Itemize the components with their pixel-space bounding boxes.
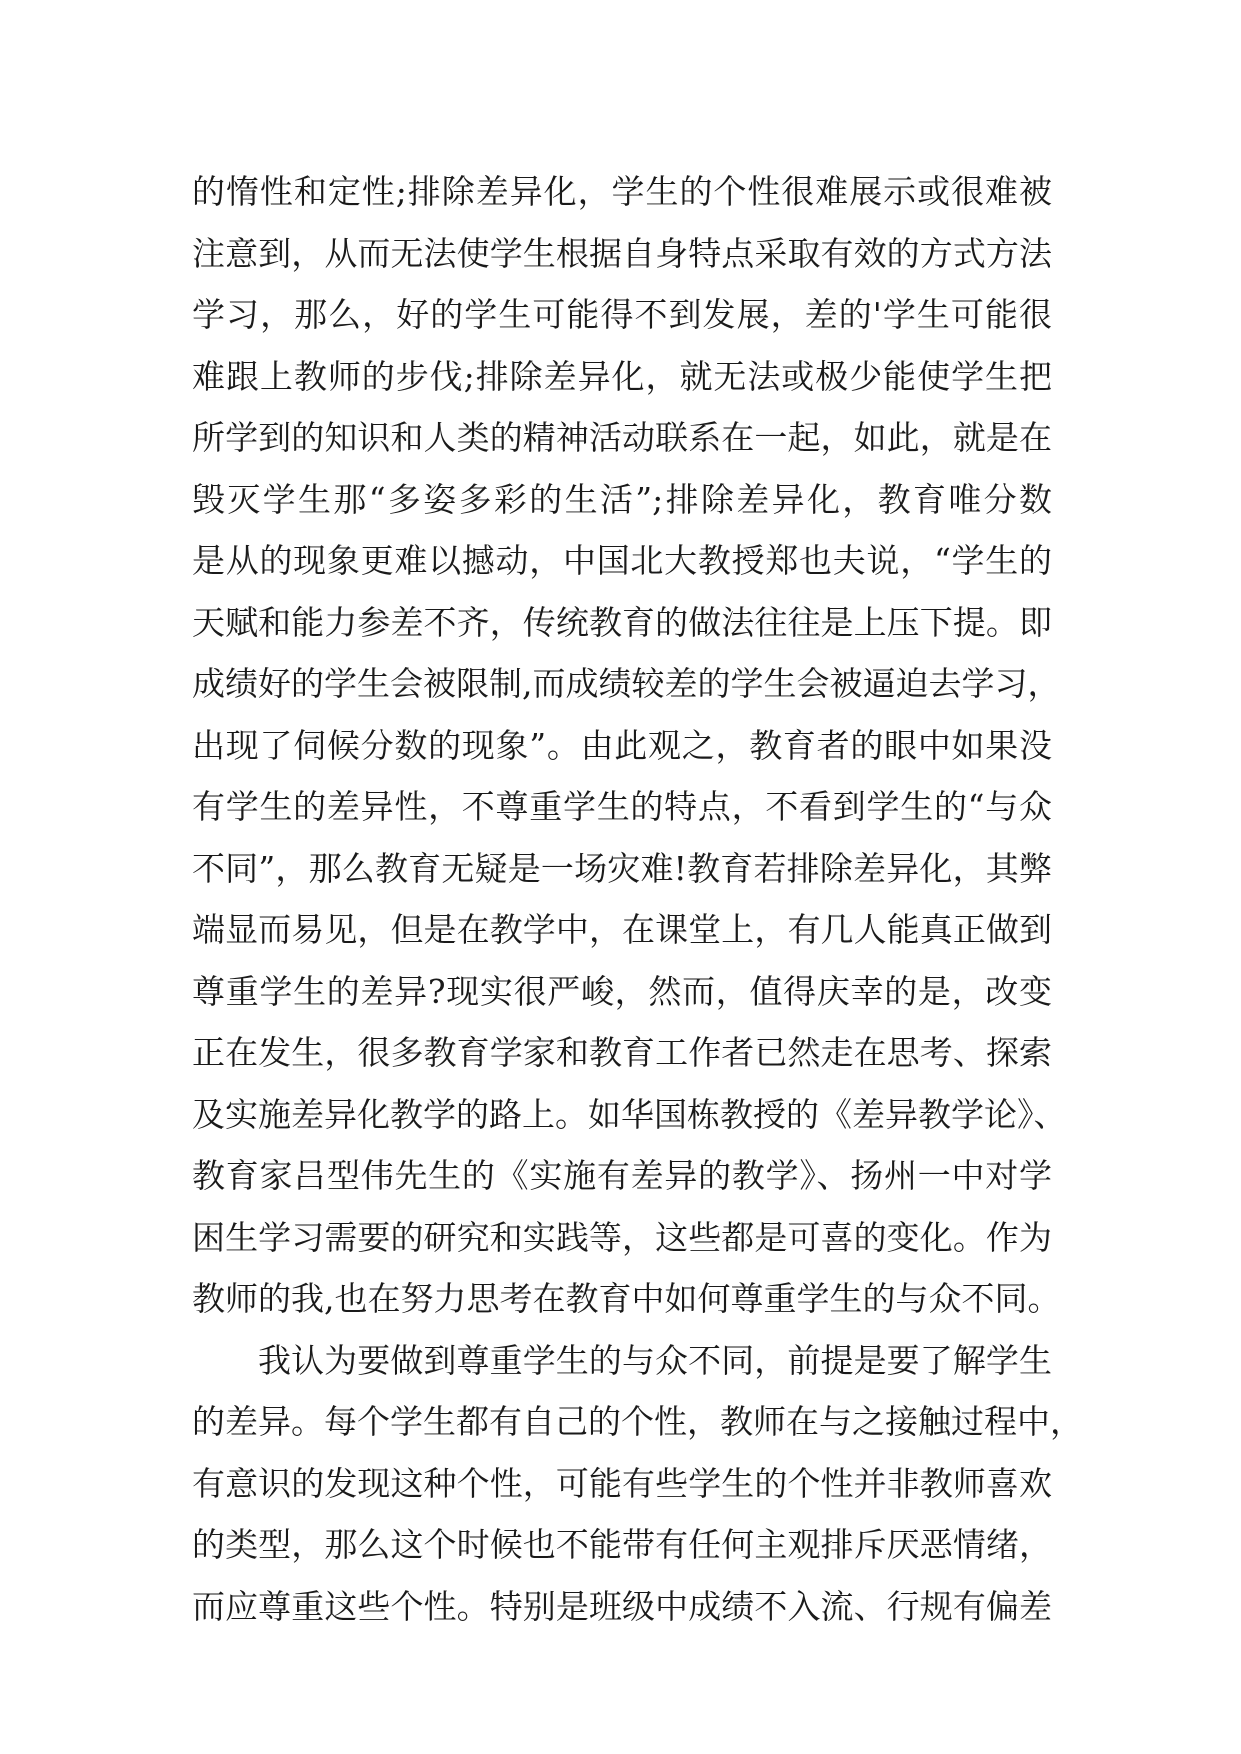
text-line: 毁灭学生那“多姿多彩的生活”;排除差异化，教育唯分数 [192,479,1052,519]
text-line: 端显而易见，但是在教学中，在课堂上，有几人能真正做到 [192,910,1052,949]
text-line: 是从的现象更难以撼动，中国北大教授郑也夫说，“学生的 [192,541,1052,580]
text-line: 所学到的知识和人类的精神活动联系在一起，如此，就是在 [192,418,1052,457]
text-line: 有学生的差异性，不尊重学生的特点，不看到学生的“与众 [192,787,1052,826]
text-line: 难跟上教师的步伐;排除差异化，就无法或极少能使学生把 [192,356,1052,396]
body-text [192,161,1083,1637]
text-line: 困生学习需要的研究和实践等，这些都是可喜的变化。作为 [192,1217,1052,1257]
paragraph-1 [192,161,1067,1330]
text-line: 而应尊重这些个性。特别是班级中成绩不入流、行规有偏差 [192,1586,1052,1626]
text-line: 尊重学生的差异?现实很严峻，然而，值得庆幸的是，改变 [192,971,1052,1011]
text-line: 的类型，那么这个时候也不能带有任何主观排斥厌恶情绪， [192,1525,1052,1564]
text-line: 出现了伺候分数的现象”。由此观之，教育者的眼中如果没 [192,725,1052,765]
text-line: 的差异。每个学生都有自己的个性，教师在与之接触过程中， [192,1402,1083,1441]
paragraph-2 [192,1330,1083,1638]
text-line: 及实施差异化教学的路上。如华国栋教授的《差异教学论》、 [192,1094,1067,1134]
text-line: 成绩好的学生会被限制,而成绩较差的学生会被逼迫去学习， [192,664,1061,703]
text-line: 教师的我,也在努力思考在教育中如何尊重学生的与众不同。 [192,1279,1061,1318]
text-line: 我认为要做到尊重学生的与众不同，前提是要了解学生 [258,1340,1052,1380]
text-line: 不同”，那么教育无疑是一场灾难!教育若排除差异化，其弊 [192,848,1052,888]
text-line: 天赋和能力参差不齐，传统教育的做法往往是上压下提。即 [192,602,1052,642]
text-line: 的惰性和定性;排除差异化，学生的个性很难展示或很难被 [192,172,1052,211]
text-line: 注意到，从而无法使学生根据自身特点采取有效的方式方法 [192,233,1052,273]
text-line: 教育家吕型伟先生的《实施有差异的教学》、扬州一中对学 [192,1156,1052,1195]
text-line: 学习，那么，好的学生可能得不到发展，差的'学生可能很 [192,295,1052,334]
text-line: 正在发生，很多教育学家和教育工作者已然走在思考、探索 [192,1033,1052,1072]
text-line: 有意识的发现这种个性，可能有些学生的个性并非教师喜欢 [192,1463,1052,1503]
